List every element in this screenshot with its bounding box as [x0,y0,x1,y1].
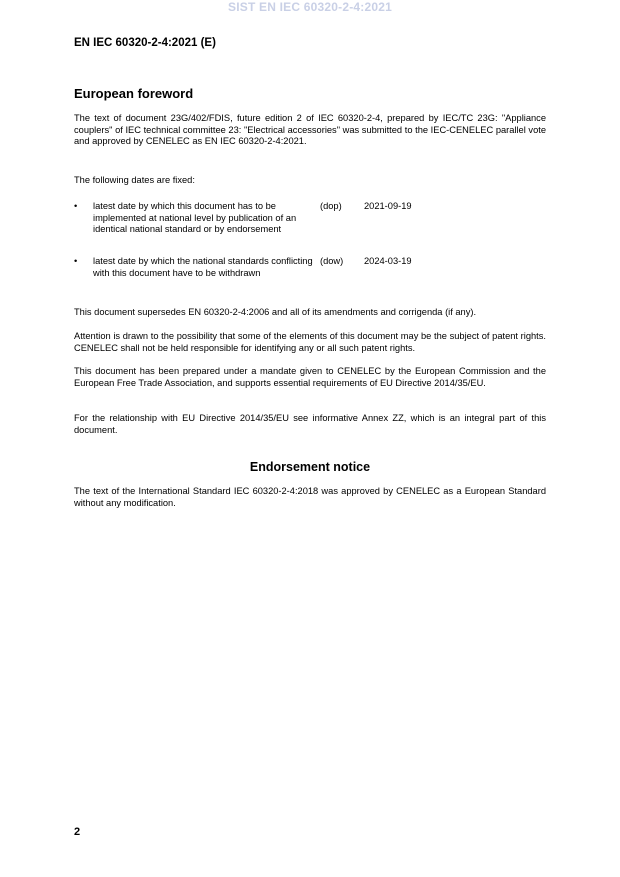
date-item-abbreviation: (dow) [320,256,344,266]
date-item-description: latest date by which the national standards conflicting with this document have to be withdrawn [93,256,313,278]
date-item-value: 2024-03-19 [364,256,412,266]
page-number: 2 [74,826,81,838]
foreword-intro-paragraph: The text of document 23G/402/FDIS, future edition 2 of IEC 60320-2-4, prepared by IEC/TC 23G: "Appliance couplers" of IEC technical committee 23: "Electrical accessories" was submitted to the IEC-CENELEC parallel vote and approved by CENELEC as EN IEC 60320-2-4:2021. [74,113,546,147]
bullet-marker: • [74,256,78,266]
foreword-heading: European foreword [74,86,194,101]
date-item-abbreviation: (dop) [320,201,342,211]
endorsement-heading: Endorsement notice [249,460,371,474]
mandate-paragraph: This document has been prepared under a mandate given to CENELEC by the European Commission and the European Free Trade Association, and supports essential requirements of EU Directive 2014/35/EU. [74,366,546,388]
patent-paragraph: Attention is drawn to the possibility that some of the elements of this document may be the subject of patent rights. CENELEC shall not be held responsible for identifying any or all such patent rights. [74,331,546,353]
supersedes-paragraph: This document supersedes EN 60320-2-4:2006 and all of its amendments and corrigenda (if any). [74,307,477,317]
relationship-paragraph: For the relationship with EU Directive 2014/35/EU see informative Annex ZZ, which is an integral part of this document. [74,413,546,435]
dates-intro-paragraph: The following dates are fixed: [74,175,195,185]
date-item-description: latest date by which this document has to be implemented at national level by publication of an identical national standard or by endorsement [93,201,297,235]
bullet-marker: • [74,201,78,211]
date-item-value: 2021-09-19 [364,201,412,211]
endorsement-paragraph: The text of the International Standard IEC 60320-2-4:2018 was approved by CENELEC as a European Standard without any modification. [74,486,546,508]
document-identifier: EN IEC 60320-2-4:2021 (E) [74,37,216,49]
watermark: SIST EN IEC 60320-2-4:2021 [228,0,392,14]
